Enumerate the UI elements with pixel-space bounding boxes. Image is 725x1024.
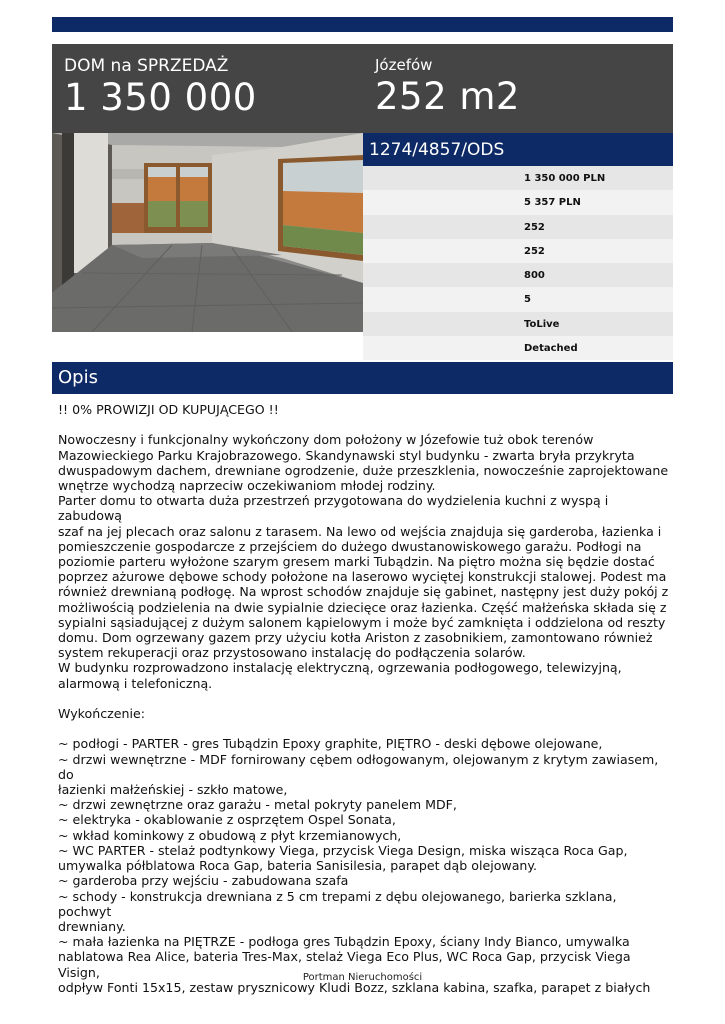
spec-value: Detached [524,343,578,355]
listing-city: Józefów [375,56,433,74]
spec-row [363,287,673,311]
spec-value: 252 [524,221,545,233]
spec-value: 252 [524,245,545,257]
spec-value: ToLive [524,318,560,330]
header-right [375,55,520,119]
listing-price: 1 350 000 [64,76,257,119]
top-accent-bar [52,17,673,32]
spec-row [363,263,673,287]
section-header [52,362,673,394]
spec-row [363,215,673,239]
spec-value: 5 [524,294,531,306]
listing-area: 252 m2 [375,75,520,118]
spec-value: 1 350 000 PLN [524,173,606,184]
footer-agency: Portman Nieruchomości [302,972,423,983]
spec-list [363,166,673,360]
reference-number: 1274/4857/ODS [369,140,505,160]
description-text: !! 0% PROWIZJI OD KUPUJĄCEGO !! Nowoczesny i funkcjonalny wykończony dom położony w Józefowie tuż obok terenów Mazowieckiego Parku Krajobrazowego. Skandynawski styl budynku - zwarta bryła przykryta dwuspadowym dachem, drewniane ogrodzenie, duże przeszklenia, nowocześnie zaprojektowane wnętrze wychodzą naprzeciw oczekiwaniom młodej rodziny. Parter domu to otwarta duża przestrzeń przygotowana do wydzielenia kuchni z wyspą i zabudową szaf na jej plecach oraz salonu z tarasem. Na lewo od wejścia znajduja się garderoba, łazienka i pomieszczenie gospodarcze z przejściem do dużego dwustanowiskowego garażu. Podłogi na poziomie parteru wyłożone szarym gresem marki Tubądzin. Na piętro można się będzie dostać poprzez ażurowe dębowe schody położone na laserowo wyciętej konstrukcji stalowej. Podest ma również drewnianą podłogę. Na wprost schodów znajduje się gabinet, następny jest duży pokój z możliwością podzielenia na dwie sypialnie dziecięce oraz łazienka. Część małżeńska składa się z sypialni sąsiadującej z dużym salonem kąpielowym i może być zamknięta i oddzielona od reszty domu. Dom ogrzewany gazem przy użyciu kotła Ariston z zasobnikiem, zamontowano również system rekuperacji oraz przystosowano instalację do podłączenia solarów. W budynku rozprowadzono instalację elektryczną, ogrzewania podłogowego, telewizyjną, alarmową i telefoniczną. Wykończenie: ~ podłogi - PARTER - gres Tubądzin Epoxy graphite, PIĘTRO - deski dębowe olejowane, ~ drzwi wewnętrzne - MDF fornirowany cębem odłogowanym, olejowanym z krytym zawiasem, do łazienki małżeńskiej - szkło matowe, ~ drzwi zewnętrzne oraz garażu - metal pokryty panelem MDF, ~ elektryka - okablowanie z osprzętem Ospel Sonata, ~ wkład kominkowy z obudową z płyt krzemianowych, ~ WC PARTER - stelaż podtynkowy Viega, przycisk Viega Design, miska wisząca Roca Gap, umywalka półblatowa Roca Gap, bateria Sanisilesia, parapet dąb olejowany. ~ garderoba przy wejściu - zabudowana szafa ~ schody - konstrukcja drewniana z 5 cm trepami z dębu olejowanego, barierka szklana, pochwyt drewniany. ~ mała łazienka na PIĘTRZE - podłoga gres Tubądzin Epoxy, ściany Indy Bianco, umywalka nablatowa Rea Alice, bateria Tres-Max, stelaż Viega Eco Plus, WC Roca Gap, przycisk Viega Visign, odpływ Fonti 15x15, zestaw prysznicowy Kludi Bozz, szklana kabina, szafka, parapet z białych [58,402,669,995]
spec-row [363,312,673,336]
spec-row [363,336,673,360]
spec-row [363,166,673,190]
listing-header [52,44,673,133]
spec-row [363,190,673,214]
section-title: Opis [58,367,98,388]
spec-value: 800 [524,270,545,282]
spec-value: 5 357 PLN [524,197,581,209]
spec-row [363,239,673,263]
header-left [64,56,257,120]
property-photo [52,133,363,332]
listing-type: DOM na SPRZEDAŻ [64,56,229,76]
reference-number-bar [363,133,673,166]
